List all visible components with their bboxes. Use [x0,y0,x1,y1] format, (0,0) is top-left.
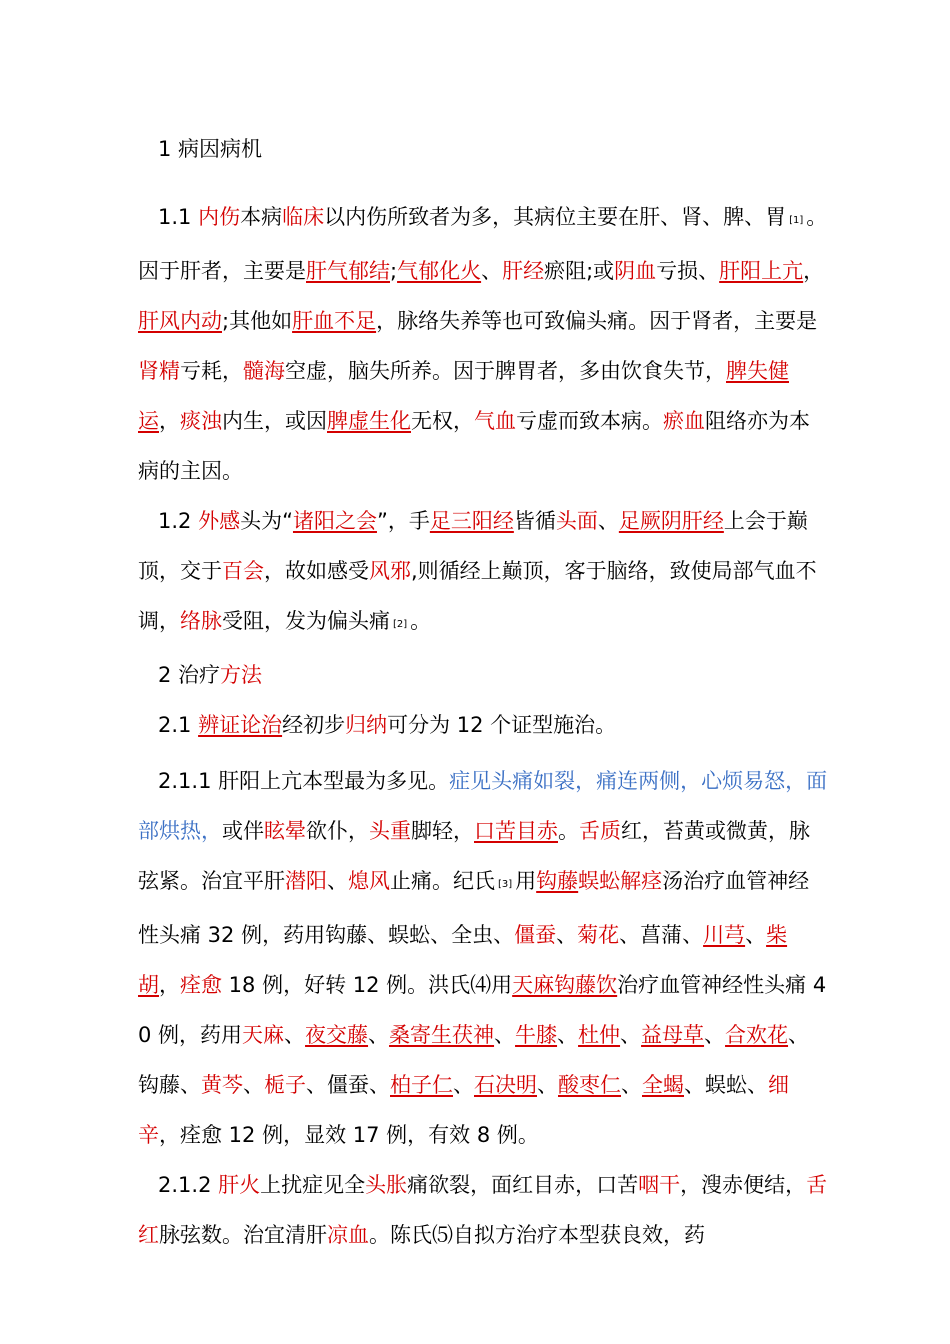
highlighted-term: 头重 [369,819,411,843]
text-run: ,则循经上巅顶，客于脑络，致使局部气血不调， [138,559,817,633]
text-run: 2.1.1 肝阳上亢本型最为多见。 [158,769,450,793]
linked-term: 杜仲 [578,1023,621,1047]
heading-1 [138,124,828,174]
linked-term: 脾虚生化 [327,409,411,433]
text-run: 、 [621,1073,642,1097]
text-run: 2 治疗 [158,663,221,687]
highlighted-term: 阴血 [614,259,657,283]
text-run: 治疗血管神经性头痛 40 例，药用 [138,973,827,1047]
text-run: 、 [284,1023,306,1047]
text-run: 空虚，脑失所养。因于脾胃者，多由饮食失节， [285,359,726,383]
highlighted-term: 菊花 [577,923,620,947]
linked-term: 石决明 [474,1073,537,1097]
text-run: 、菖蒲、 [619,923,704,947]
highlighted-term: 百会 [222,559,264,583]
highlighted-term: 肝火 [218,1173,261,1197]
text-run: 2.1 [158,713,199,737]
linked-term: 足三阳经 [429,509,514,533]
text-run: 。因于肝者，主要是 [138,205,828,283]
highlighted-term: 肾精 [138,359,180,383]
linked-term: 合欢花 [725,1023,789,1047]
heading-2 [138,650,828,700]
linked-term: 牛膝 [515,1023,558,1047]
citation-marker: [3] [498,879,513,890]
highlighted-term: 内伤 [198,205,241,229]
text-run: 、 [620,1023,642,1047]
citation-marker: [2] [393,619,408,630]
linked-term: 酸枣仁 [558,1073,621,1097]
linked-term: 夜交藤 [305,1023,369,1047]
linked-term: 脾失健运 [138,359,789,433]
text-run: 、 [704,1023,726,1047]
text-run: 欲仆， [306,819,369,843]
linked-term: 益母草 [641,1023,705,1047]
text-run: 以内伤所致者为多，其病位主要在肝、肾、脾、胃 [324,205,787,229]
text-run: 、 [481,259,503,283]
highlighted-term: 舌红 [138,1173,828,1247]
text-run: 、 [327,869,348,893]
highlighted-term: 痰浊 [180,409,222,433]
highlighted-term: 临床 [282,205,325,229]
highlighted-term: 气血 [474,409,516,433]
text-run: 、 [537,1073,558,1097]
text-run: 头为“ [240,509,293,533]
text-run: 、钩藤、 [138,1023,810,1097]
highlighted-term: 细辛 [138,1073,789,1147]
text-run: 。 [558,819,579,843]
highlighted-term: 风邪 [369,559,411,583]
linked-term: 诸阳之会 [292,509,377,533]
text-run: 、 [494,1023,516,1047]
text-run: 1 病因病机 [158,137,263,161]
linked-term: 气郁化火 [397,259,482,283]
text-run: 无权， [411,409,474,433]
highlighted-term: 舌质 [579,819,621,843]
linked-term: 柴胡 [138,923,788,997]
text-run: ， [803,259,825,283]
text-run: 亏虚而致本病。 [516,409,663,433]
text-run: 汤治疗血管神经性头痛 32 例，药用钩藤、蜈蚣、全虫、 [138,869,810,947]
text-run: 亏损、 [656,259,720,283]
text-run: 皆循 [513,509,556,533]
section-2-1-1 [138,756,828,1160]
text-run: 亏耗， [180,359,243,383]
text-run: 脉弦数。治宜清肝 [159,1223,327,1247]
text-run: 1.2 [158,509,199,533]
linked-term: 辨证论治 [198,713,283,737]
text-run: ，痊愈 12 例，显效 17 例，有效 8 例。 [159,1123,539,1147]
text-run: ，故如感受 [264,559,369,583]
text-run: 1.1 [158,205,199,229]
text-run: ，脉络失养等也可致偏头痛。因于肾者，主要是 [376,309,818,333]
highlighted-term: 方法 [220,663,263,687]
linked-term: 肝阳上亢 [719,259,804,283]
linked-term: 全蝎 [642,1073,684,1097]
linked-term: 肝气郁结 [306,259,390,283]
text-run: 、僵蚕、 [306,1073,390,1097]
highlighted-term: 髓海 [243,359,285,383]
linked-term: 肝血不足 [292,309,377,333]
linked-term: 桑寄生茯神 [389,1023,495,1047]
text-run: 本病 [240,205,283,229]
text-run: 受阻，发为偏头痛 [222,609,390,633]
section-2-1 [138,700,828,750]
highlighted-term: 外感 [198,509,241,533]
text-run: 止痛。纪氏 [390,869,495,893]
highlighted-term: 潜阳 [285,869,327,893]
highlighted-phrase: 症见头痛如裂，痛连两侧，心烦易怒，面部烘热， [138,769,828,843]
section-2-1-2 [138,1160,828,1260]
highlighted-term: 归纳 [345,713,388,737]
text-run: 、蜈蚣、 [684,1073,768,1097]
text-run: 、 [557,1023,579,1047]
text-run: 阻络亦为本病的主因。 [138,409,810,483]
text-run: 痛欲裂，面红目赤，口苦 [407,1173,639,1197]
text-run: 用 [515,869,537,893]
text-run: 、 [556,923,578,947]
text-run: 上扰症见全 [260,1173,366,1197]
text-run: 上会于巅顶，交于 [138,509,808,583]
text-run: 或伴 [222,819,264,843]
highlighted-term: 熄风 [348,869,390,893]
highlighted-term: 头面 [555,509,598,533]
text-run: 18 例，好转 12 例。洪氏⑷用 [222,973,513,997]
citation-marker: [1] [789,215,804,226]
text-run: 、 [368,1023,390,1047]
linked-term: 天麻钩藤饮 [512,973,618,997]
text-run: ;其他如 [222,309,293,333]
text-run: 。陈氏⑸自拟方治疗本型获良效，药 [369,1223,705,1247]
text-run: 、 [745,923,767,947]
highlighted-term: 天麻 [242,1023,285,1047]
highlighted-term: 僵蚕 [514,923,557,947]
text-run: 经初步 [282,713,346,737]
highlighted-term: 凉血 [327,1223,369,1247]
highlighted-term: 肝经 [502,259,545,283]
text-run: 可分为 12 个证型施治。 [387,713,617,737]
highlighted-term: 瘀血 [663,409,705,433]
linked-term: 肝风内动 [138,309,222,333]
text-run: 、 [453,1073,474,1097]
linked-term: 川芎 [703,923,746,947]
text-run: 。 [410,609,432,633]
text-run: ， [159,973,180,997]
linked-term: 口苦目赤 [474,819,558,843]
text-run: 内生，或因 [222,409,327,433]
highlighted-term: 黄芩 [201,1073,243,1097]
section-1-2 [138,496,828,650]
linked-term: 足厥阴肝经 [618,509,724,533]
highlighted-term: 痊愈 [180,973,222,997]
highlighted-term: 蜈蚣解痉 [578,869,663,893]
text-run: ; [390,259,398,283]
text-run: ，溲赤便结， [680,1173,807,1197]
section-1-1 [138,192,828,496]
highlighted-term: 咽干 [638,1173,681,1197]
text-run: ”，手 [376,509,430,533]
highlighted-term: 眩晕 [264,819,306,843]
text-run: 瘀阻;或 [544,259,615,283]
linked-term: 柏子仁 [390,1073,453,1097]
text-run: 、 [597,509,619,533]
highlighted-term: 头胀 [365,1173,408,1197]
text-run: 红，苔黄或微黄，脉弦紧。治宜平肝 [138,819,810,893]
highlighted-term: 栀子 [264,1073,306,1097]
document-body [138,124,828,1260]
text-run: 脚轻， [411,819,474,843]
text-run: ， [159,409,180,433]
text-run: 、 [243,1073,264,1097]
highlighted-term: 络脉 [180,609,222,633]
text-run: 2.1.2 [158,1173,219,1197]
linked-term: 钩藤 [536,869,579,893]
